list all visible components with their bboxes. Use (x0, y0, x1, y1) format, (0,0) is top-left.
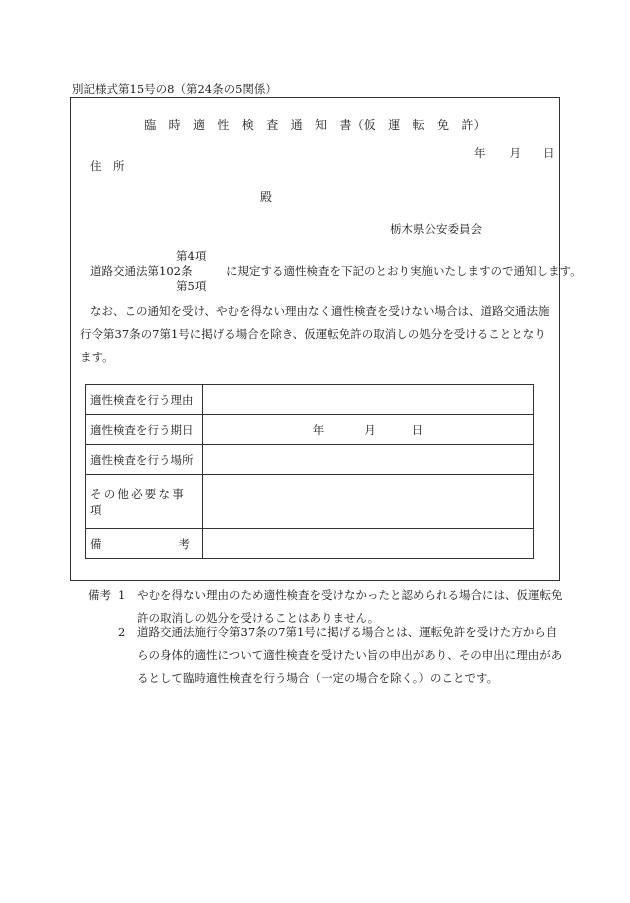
place-value (203, 445, 534, 475)
form-label: 別記様式第15号の8（第24条の5関係） (72, 82, 277, 96)
date-line (474, 145, 555, 161)
remarks-label (86, 529, 203, 559)
other-value (203, 475, 534, 529)
note-1-number: 1 (118, 588, 126, 602)
address-label: 住 所 (90, 159, 125, 173)
table-row (86, 475, 534, 529)
period-label: 適性検査を行う期日 (86, 415, 203, 445)
honorific: 殿 (260, 190, 273, 204)
remarks-value (203, 529, 534, 559)
article-paragraph-5: 第5項 (176, 279, 207, 293)
other-label: その他必要な事項 (86, 475, 203, 529)
table-row (86, 445, 534, 475)
period-value (203, 415, 534, 445)
issuer-name: 栃木県公安委員会 (390, 222, 482, 236)
date-year: 年 (474, 146, 486, 160)
date-day: 日 (543, 146, 555, 160)
note-2-number: 2 (118, 625, 126, 639)
reason-value (203, 385, 534, 415)
date-month: 月 (509, 146, 521, 160)
reason-label: 適性検査を行う理由 (86, 385, 203, 415)
place-label: 適性検査を行う場所 (86, 445, 203, 475)
note-2-text: 道路交通法施行令第37条の7第1号に掲げる場合とは、運転免許を受けた方から自らの身体的適性について適性検査を受けたい旨の申出があり、その申出に理由があるとして臨時適性検査を行う場合（一定の場合を除く。）のことです。 (137, 625, 563, 685)
inspection-details-table (85, 384, 534, 559)
table-row (86, 529, 534, 559)
article-reference: 道路交通法第102条 (90, 264, 193, 278)
article-statement: に規定する適性検査を下記のとおり実施いたしますので通知します。 (226, 264, 582, 278)
period-month: 月 (364, 422, 376, 437)
period-year: 年 (312, 422, 325, 437)
notes-heading: 備考 (88, 588, 111, 602)
remarks-label-char-2: 考 (178, 536, 190, 551)
article-paragraph-4: 第4項 (176, 249, 207, 263)
table-row (86, 385, 534, 415)
note-1-text: やむを得ない理由のため適性検査を受けなかったと認められる場合には、仮運転免許の取消しの処分を受けることはありません。 (137, 588, 563, 625)
period-day: 日 (411, 422, 424, 437)
table-row (86, 415, 534, 445)
remarks-label-char-1: 備 (90, 536, 102, 551)
notice-paragraph: なお、この通知を受け、やむを得ない理由なく適性検査を受けない場合は、道路交通法施行令第37条の7第1号に掲げる場合を除き、仮運転免許の取消しの処分を受けることとなります。 (80, 304, 550, 364)
document-title: 臨 時 適 性 検 査 通 知 書（仮 運 転 免 許） (144, 118, 486, 132)
